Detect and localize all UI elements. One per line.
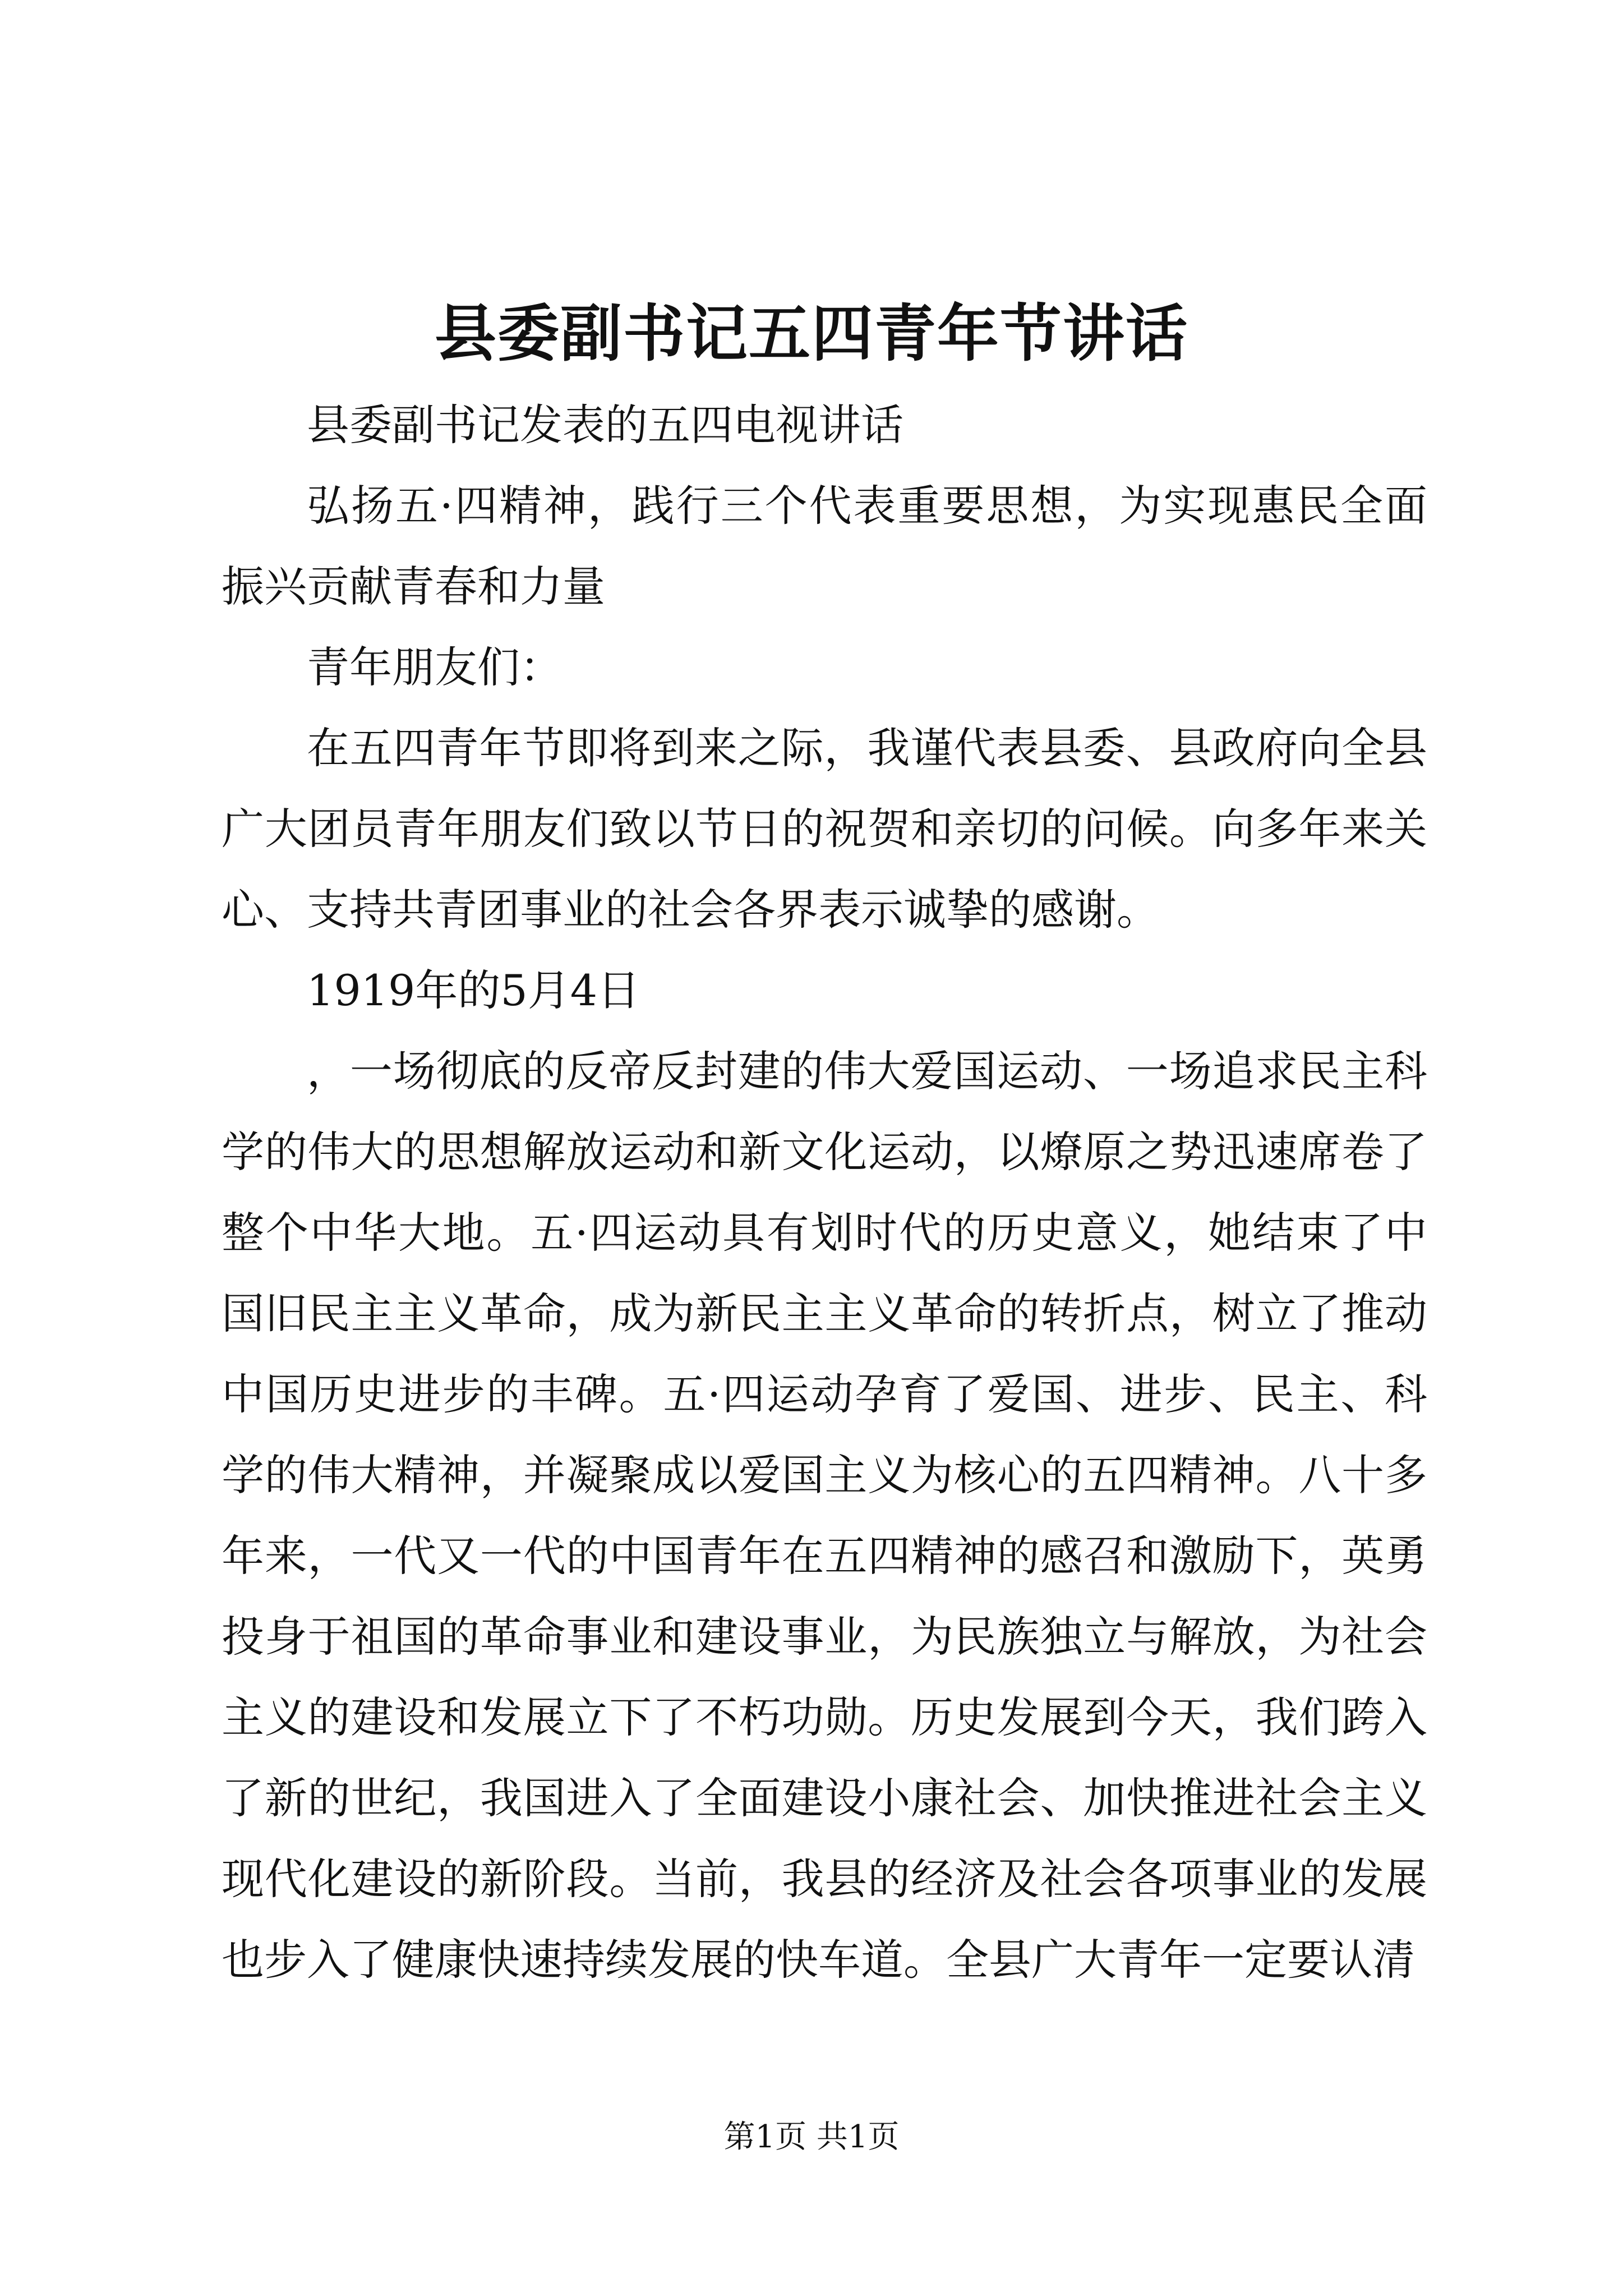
paragraph-greeting: 在五四青年节即将到来之际，我谨代表县委、县政府向全县广大团员青年朋友们致以节日的祝贺和亲切的问候。向多年来关心、支持共青团事业的社会各界表示诚挚的感谢。 xyxy=(222,723,1427,935)
paragraph-subtitle: 县委副书记发表的五四电视讲话 xyxy=(307,400,903,450)
document-title: 县委副书记五四青年节讲话 xyxy=(435,297,1188,370)
paragraph-main: ，一场彻底的反帝反封建的伟大爱国运动、一场追求民主科学的伟大的思想解放运动和新文化运动，以燎原之势迅速席卷了整个中华大地。五·四运动具有划时代的历史意义，她结束了中国旧民主主义革命，成为新民主主义革命的转折点，树立了推动中国历史进步的丰碑。五·四运动孕育了爱国、进步、民主、科学的伟大精神，并凝聚成以爱国主义为核心的五四精神。八十多年来，一代又一代的中国青年在五四精神的感召和激励下，英勇投身于祖国的革命事业和建设事业，为民族独立与解放，为社会主义的建设和发展立下了不朽功勋。历史发展到今天，我们跨入了新的世纪，我国进入了全面建设小康社会、加快推进社会主义现代化建设的新阶段。当前，我县的经济及社会各项事业的发展也步入了健康快速持续发展的快车道。全县广大青年一定要认清 xyxy=(222,1046,1427,1985)
page-footer: 第1页 共1页 xyxy=(723,2119,900,2155)
paragraph-heading: 弘扬五·四精神，践行三个代表重要思想，为实现惠民全面振兴贡献青春和力量 xyxy=(222,481,1427,611)
document-body xyxy=(222,385,1427,2000)
paragraph-date: 1919年的5月4日 xyxy=(307,965,640,1015)
paragraph-salutation: 青年朋友们： xyxy=(307,642,562,692)
